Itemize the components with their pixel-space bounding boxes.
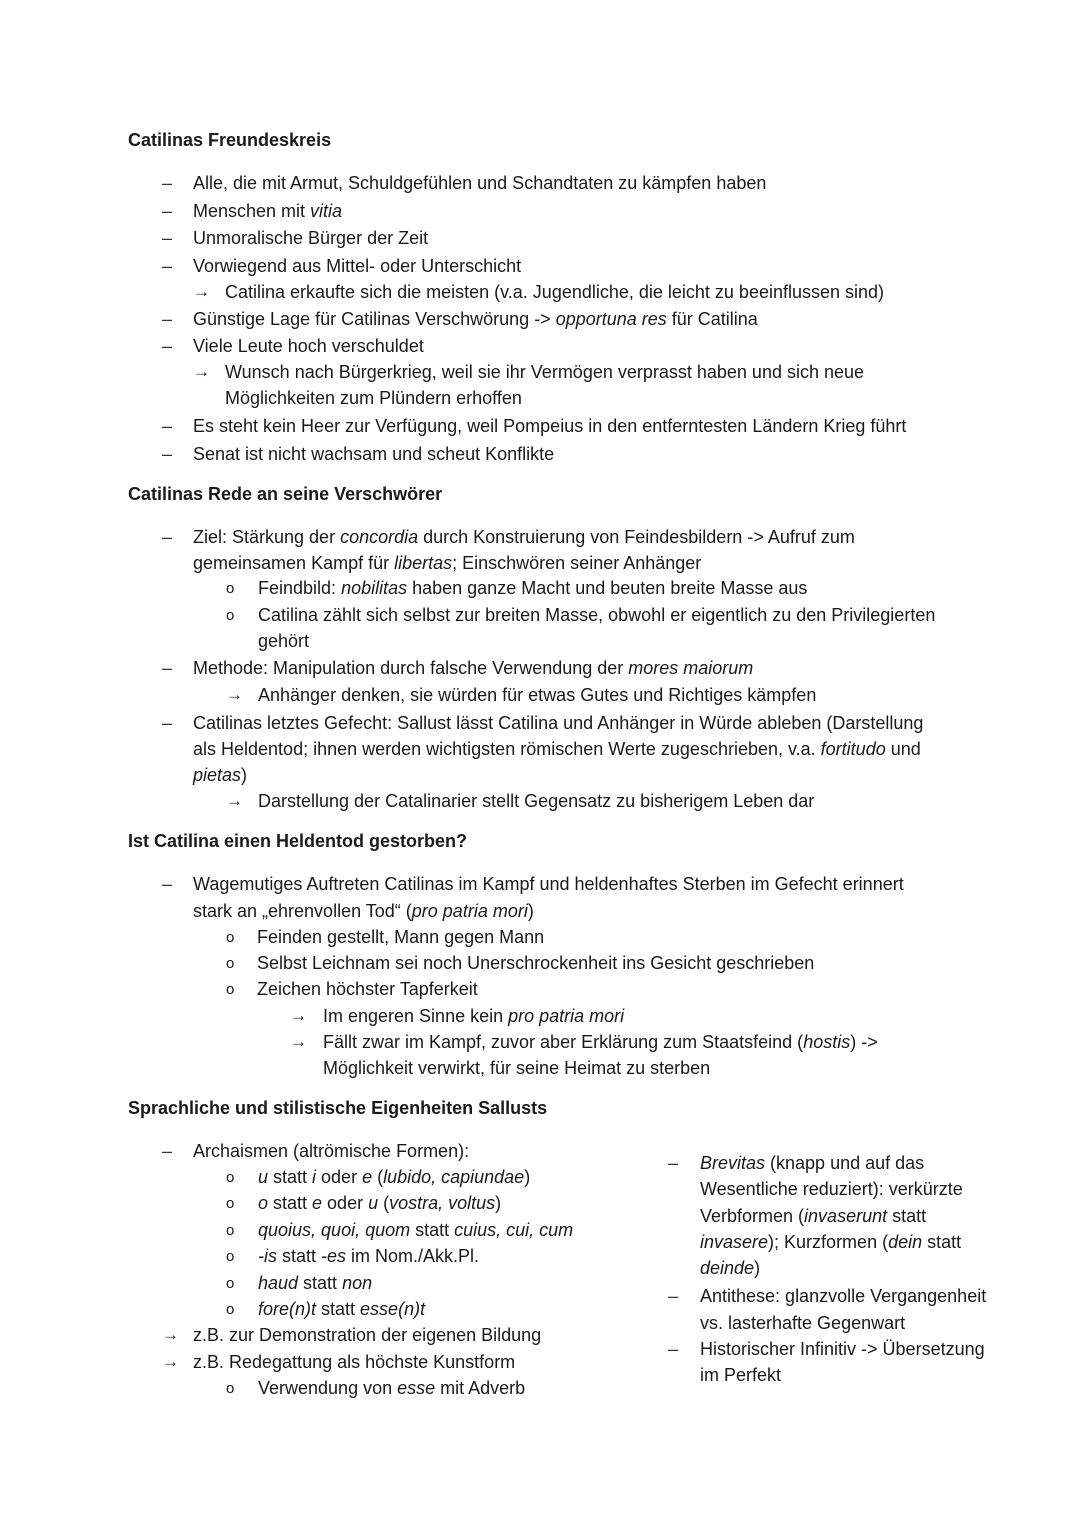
arrow-right-icon: →: [290, 1032, 307, 1051]
bullet-circle: o: [226, 1380, 235, 1397]
text-line: Möglichkeiten zum Plündern erhoffen: [225, 388, 522, 408]
text-line: Wesentliche reduziert): verkürzte: [700, 1179, 963, 1199]
bullet-dash: –: [162, 713, 173, 733]
bullet-dash: –: [162, 658, 173, 678]
text-line: Archaismen (altrömische Formen):: [193, 1141, 470, 1161]
text-line: Methode: Manipulation durch falsche Verwendung der mores maiorum: [193, 658, 754, 678]
text-line: o statt e oder u (vostra, voltus): [258, 1193, 502, 1213]
bullet-circle: o: [226, 1195, 235, 1212]
text-line: Menschen mit vitia: [193, 201, 343, 221]
text-line: Viele Leute hoch verschuldet: [193, 336, 424, 356]
bullet-dash: –: [162, 874, 173, 894]
text-line: Unmoralische Bürger der Zeit: [193, 228, 429, 248]
bullet-circle: o: [226, 1248, 235, 1265]
heading-sprache: Sprachliche und stilistische Eigenheiten Sallusts: [128, 1098, 548, 1118]
text-line: fore(n)t statt esse(n)t: [258, 1299, 426, 1319]
text-line: deinde): [700, 1258, 761, 1278]
text-line: Vorwiegend aus Mittel- oder Unterschicht: [193, 256, 522, 276]
text-line: -is statt -es im Nom./Akk.Pl.: [258, 1246, 480, 1266]
bullet-circle: o: [226, 1169, 235, 1186]
text-line: Fällt zwar im Kampf, zuvor aber Erklärung zum Staatsfeind (hostis) ->: [323, 1032, 878, 1052]
text-line: Alle, die mit Armut, Schuldgefühlen und Schandtaten zu kämpfen haben: [193, 173, 767, 193]
bullet-dash: –: [162, 201, 173, 221]
bullet-circle: o: [226, 929, 235, 946]
arrow-right-icon: →: [290, 1006, 307, 1025]
text-line: im Perfekt: [700, 1365, 782, 1385]
text-line: quoius, quoi, quom statt cuius, cui, cum: [258, 1220, 574, 1240]
bullet-circle: o: [226, 580, 235, 597]
bullet-circle: o: [226, 1275, 235, 1292]
bullet-dash: –: [668, 1339, 679, 1359]
bullet-dash: –: [162, 256, 173, 276]
text-line: Verwendung von esse mit Adverb: [258, 1378, 526, 1398]
text-line: z.B. zur Demonstration der eigenen Bildung: [193, 1325, 542, 1345]
bullet-dash: –: [162, 228, 173, 248]
text-line: Brevitas (knapp und auf das: [700, 1153, 925, 1173]
bullet-dash: –: [162, 527, 173, 547]
text-line: invasere); Kurzformen (dein statt: [700, 1232, 962, 1252]
arrow-right-icon: →: [193, 282, 210, 301]
text-line: Wagemutiges Auftreten Catilinas im Kampf und heldenhaftes Sterben im Gefecht erinnert: [193, 874, 904, 894]
text-line: als Heldentod; ihnen werden wichtigsten römischen Werte zugeschrieben, v.a. fortitudo und: [193, 739, 921, 759]
text-line: Selbst Leichnam sei noch Unerschrockenheit ins Gesicht geschrieben: [257, 953, 815, 973]
text-line: Catilina erkaufte sich die meisten (v.a. Jugendliche, die leicht zu beeinflussen sind): [225, 282, 885, 302]
text-line: haud statt non: [258, 1273, 373, 1293]
text-line: Anhänger denken, sie würden für etwas Gutes und Richtiges kämpfen: [258, 685, 817, 705]
bullet-dash: –: [668, 1286, 679, 1306]
text-line: Zeichen höchster Tapferkeit: [257, 979, 478, 999]
text-line: z.B. Redegattung als höchste Kunstform: [193, 1352, 516, 1372]
bullet-dash: –: [668, 1153, 679, 1173]
bullet-circle: o: [226, 981, 235, 998]
text-line: Antithese: glanzvolle Vergangenheit: [700, 1286, 987, 1306]
text-line: Es steht kein Heer zur Verfügung, weil Pompeius in den entferntesten Ländern Krieg führt: [193, 416, 907, 436]
text-line: Historischer Infinitiv -> Übersetzung: [700, 1339, 985, 1359]
bullet-circle: o: [226, 607, 235, 624]
text-line: Darstellung der Catalinarier stellt Gegensatz zu bisherigem Leben dar: [258, 791, 815, 811]
text-line: Catilina zählt sich selbst zur breiten Masse, obwohl er eigentlich zu den Privilegierten: [258, 605, 936, 625]
text-line: Im engeren Sinne kein pro patria mori: [323, 1006, 625, 1026]
text-line: Günstige Lage für Catilinas Verschwörung -> opportuna res für Catilina: [193, 309, 758, 329]
text-line: gemeinsamen Kampf für libertas; Einschwören seiner Anhänger: [193, 553, 702, 573]
arrow-right-icon: →: [226, 685, 243, 704]
bullet-dash: –: [162, 416, 173, 436]
text-line: Feindbild: nobilitas haben ganze Macht und beuten breite Masse aus: [258, 578, 808, 598]
bullet-dash: –: [162, 336, 173, 356]
heading-heldentod: Ist Catilina einen Heldentod gestorben?: [128, 831, 468, 851]
text-line: gehört: [258, 631, 310, 651]
arrow-right-icon: →: [226, 791, 243, 810]
bullet-dash: –: [162, 309, 173, 329]
text-line: Verbformen (invaserunt statt: [700, 1206, 927, 1226]
text-line: pietas): [193, 765, 248, 785]
bullet-dash: –: [162, 1141, 173, 1161]
heading-freundeskreis: Catilinas Freundeskreis: [128, 130, 332, 150]
text-line: Feinden gestellt, Mann gegen Mann: [257, 927, 545, 947]
arrow-right-icon: →: [162, 1352, 179, 1371]
arrow-right-icon: →: [193, 362, 210, 381]
text-line: Senat ist nicht wachsam und scheut Konflikte: [193, 444, 555, 464]
bullet-circle: o: [226, 1222, 235, 1239]
text-line: u statt i oder e (lubido, capiundae): [258, 1167, 531, 1187]
bullet-dash: –: [162, 173, 173, 193]
text-line: Wunsch nach Bürgerkrieg, weil sie ihr Vermögen verprasst haben und sich neue: [225, 362, 865, 382]
text-line: Ziel: Stärkung der concordia durch Konstruierung von Feindesbildern -> Aufruf zum: [193, 527, 855, 547]
text-line: stark an „ehrenvollen Tod“ (pro patria mori): [193, 901, 534, 921]
text-line: Möglichkeit verwirkt, für seine Heimat zu sterben: [323, 1058, 711, 1078]
bullet-circle: o: [226, 955, 235, 972]
bullet-circle: o: [226, 1301, 235, 1318]
arrow-right-icon: →: [162, 1325, 179, 1344]
text-line: Catilinas letztes Gefecht: Sallust lässt Catilina und Anhänger in Würde ableben (Darstellung: [193, 713, 924, 733]
text-line: vs. lasterhafte Gegenwart: [700, 1313, 906, 1333]
bullet-dash: –: [162, 444, 173, 464]
heading-rede: Catilinas Rede an seine Verschwörer: [128, 484, 443, 504]
